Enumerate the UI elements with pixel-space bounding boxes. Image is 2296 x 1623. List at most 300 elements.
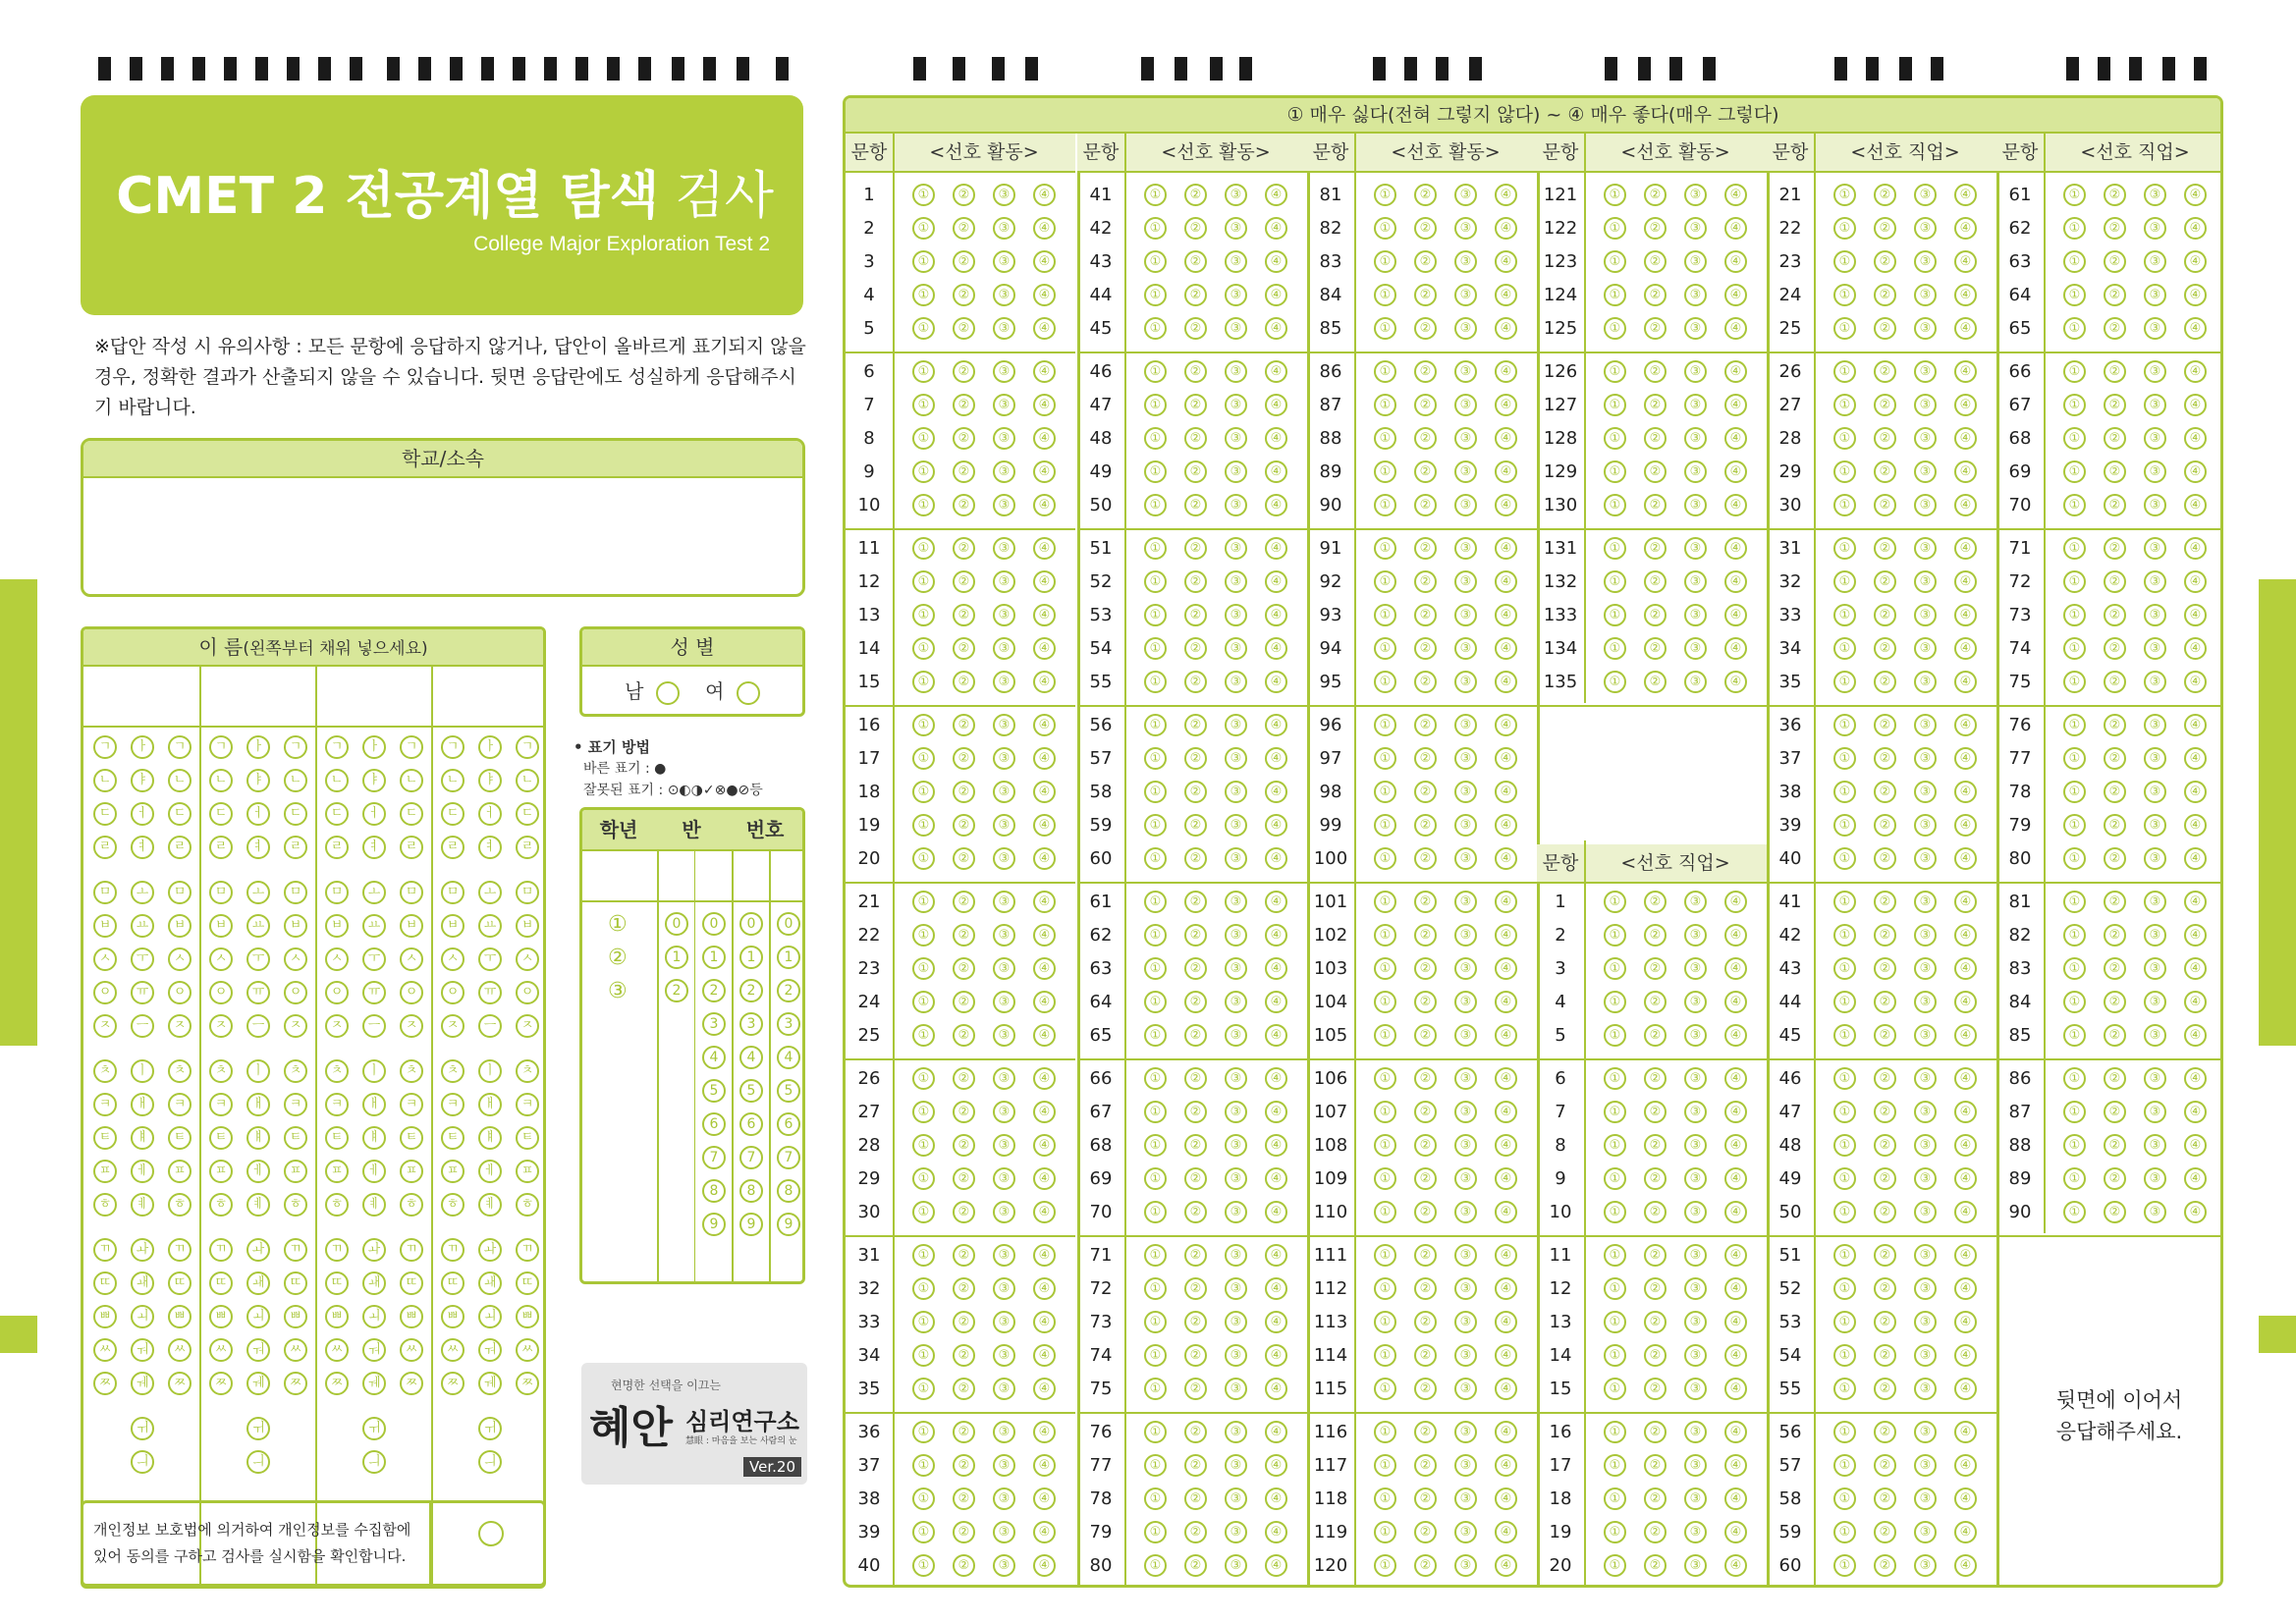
answer-bubble[interactable]: ④	[1033, 360, 1056, 383]
answer-bubble[interactable]: ②	[1414, 1277, 1437, 1300]
answer-bubble[interactable]: ㅓ	[362, 802, 386, 826]
answer-bubble[interactable]: ㄹ	[284, 836, 307, 859]
answer-bubble[interactable]: ④	[1954, 1277, 1977, 1300]
answer-bubble[interactable]: ②	[1184, 1067, 1207, 1090]
answer-bubble[interactable]: ①	[1374, 847, 1396, 870]
answer-bubble[interactable]: ④	[1495, 1067, 1517, 1090]
answer-bubble[interactable]: ㅌ	[400, 1126, 423, 1150]
answer-bubble[interactable]: ②	[1184, 1244, 1207, 1267]
answer-bubble[interactable]: ㅉ	[209, 1372, 233, 1395]
answer-bubble[interactable]: ③	[1225, 604, 1247, 626]
answer-bubble[interactable]: ㅃ	[325, 1305, 349, 1328]
answer-bubble[interactable]: ①	[1374, 924, 1396, 947]
answer-bubble[interactable]: ㄸ	[400, 1271, 423, 1295]
answer-bubble[interactable]: ②	[1414, 924, 1437, 947]
answer-bubble[interactable]: ③	[1914, 360, 1937, 383]
answer-bubble[interactable]: ②	[1644, 360, 1667, 383]
answer-bubble[interactable]: ①	[1144, 1554, 1167, 1577]
answer-bubble[interactable]: ①	[1374, 184, 1396, 206]
answer-bubble[interactable]: ②	[2104, 747, 2126, 770]
answer-bubble[interactable]: ③	[1914, 604, 1937, 626]
answer-bubble[interactable]: ㅛ	[131, 914, 154, 938]
answer-bubble[interactable]: ①	[1144, 1067, 1167, 1090]
answer-bubble[interactable]: ②	[1184, 1134, 1207, 1157]
answer-bubble[interactable]: ㅅ	[93, 947, 117, 971]
answer-bubble[interactable]: ④	[1495, 714, 1517, 736]
answer-bubble[interactable]: ①	[912, 891, 935, 913]
answer-bubble[interactable]: ③	[1225, 1024, 1247, 1047]
answer-bubble[interactable]: ④	[1954, 1134, 1977, 1157]
answer-bubble[interactable]: ④	[1033, 1554, 1056, 1577]
answer-bubble[interactable]: ②	[1184, 637, 1207, 660]
answer-bubble[interactable]: ①	[1833, 991, 1856, 1013]
answer-bubble[interactable]: ③	[1225, 714, 1247, 736]
answer-bubble[interactable]: ③	[1225, 570, 1247, 593]
answer-bubble[interactable]: ㅈ	[400, 1014, 423, 1038]
answer-bubble[interactable]: ㅢ	[246, 1450, 270, 1474]
answer-bubble[interactable]: ③	[993, 1201, 1015, 1223]
answer-bubble[interactable]: ④	[1265, 1521, 1287, 1543]
answer-bubble[interactable]: ㅕ	[246, 836, 270, 859]
answer-bubble[interactable]: ④	[1954, 637, 1977, 660]
answer-bubble[interactable]: ③	[993, 1244, 1015, 1267]
answer-bubble[interactable]: ②	[1644, 957, 1667, 980]
answer-bubble[interactable]: ①	[1374, 317, 1396, 340]
answer-bubble[interactable]: ③	[1684, 1554, 1707, 1577]
answer-bubble[interactable]: ③	[2144, 494, 2166, 516]
digit-bubble[interactable]: 2	[665, 979, 688, 1002]
answer-bubble[interactable]: ③	[1914, 460, 1937, 483]
answer-bubble[interactable]: ③	[1914, 317, 1937, 340]
answer-bubble[interactable]: ②	[1874, 1201, 1896, 1223]
answer-bubble[interactable]: ③	[1454, 1201, 1477, 1223]
answer-bubble[interactable]: ①	[1374, 1134, 1396, 1157]
answer-bubble[interactable]: ㅋ	[93, 1093, 117, 1116]
answer-bubble[interactable]: ㄹ	[325, 836, 349, 859]
answer-bubble[interactable]: ㅁ	[325, 881, 349, 904]
answer-bubble[interactable]: ②	[953, 1521, 975, 1543]
answer-bubble[interactable]: ④	[1033, 317, 1056, 340]
answer-bubble[interactable]: ④	[1954, 317, 1977, 340]
answer-bubble[interactable]: ②	[1874, 360, 1896, 383]
answer-bubble[interactable]: ③	[2144, 891, 2166, 913]
answer-bubble[interactable]: ①	[1833, 637, 1856, 660]
answer-bubble[interactable]: ④	[2184, 714, 2207, 736]
answer-bubble[interactable]: ㅋ	[284, 1093, 307, 1116]
answer-bubble[interactable]: ㅊ	[209, 1059, 233, 1083]
answer-bubble[interactable]: ③	[1225, 1311, 1247, 1333]
answer-bubble[interactable]: ③	[1454, 891, 1477, 913]
answer-bubble[interactable]: ④	[1954, 250, 1977, 273]
answer-bubble[interactable]: ②	[1874, 957, 1896, 980]
answer-bubble[interactable]: ②	[953, 1167, 975, 1190]
answer-bubble[interactable]: ㅢ	[478, 1450, 502, 1474]
answer-bubble[interactable]: ②	[953, 891, 975, 913]
digit-bubble[interactable]: 9	[702, 1213, 726, 1236]
answer-bubble[interactable]: ㅡ	[478, 1014, 502, 1038]
answer-bubble[interactable]: ㅆ	[93, 1338, 117, 1362]
answer-bubble[interactable]: ②	[1414, 991, 1437, 1013]
answer-bubble[interactable]: ③	[1225, 360, 1247, 383]
answer-bubble[interactable]: ③	[993, 1311, 1015, 1333]
answer-bubble[interactable]: ㅍ	[400, 1160, 423, 1183]
answer-bubble[interactable]: ㅋ	[400, 1093, 423, 1116]
answer-bubble[interactable]: ②	[953, 250, 975, 273]
answer-bubble[interactable]: ④	[1033, 924, 1056, 947]
answer-bubble[interactable]: ③	[1225, 250, 1247, 273]
answer-bubble[interactable]: ㅓ	[246, 802, 270, 826]
answer-bubble[interactable]: ㅅ	[168, 947, 191, 971]
answer-bubble[interactable]: ①	[912, 1101, 935, 1123]
answer-bubble[interactable]: ④	[2184, 847, 2207, 870]
answer-bubble[interactable]: ④	[1495, 250, 1517, 273]
answer-bubble[interactable]: ①	[1604, 1421, 1626, 1443]
answer-bubble[interactable]: ㅊ	[400, 1059, 423, 1083]
answer-bubble[interactable]: ②	[2104, 394, 2126, 416]
answer-bubble[interactable]: ①	[1144, 250, 1167, 273]
answer-bubble[interactable]: ③	[1225, 1244, 1247, 1267]
answer-bubble[interactable]: ④	[1265, 847, 1287, 870]
answer-bubble[interactable]: ③	[1914, 847, 1937, 870]
answer-bubble[interactable]: ②	[1644, 671, 1667, 693]
answer-bubble[interactable]: ②	[953, 924, 975, 947]
answer-bubble[interactable]: ㅃ	[284, 1305, 307, 1328]
answer-bubble[interactable]: ③	[1454, 991, 1477, 1013]
answer-bubble[interactable]: ④	[1265, 924, 1287, 947]
answer-bubble[interactable]: ㅞ	[131, 1372, 154, 1395]
answer-bubble[interactable]: ④	[1724, 217, 1747, 240]
answer-bubble[interactable]: ②	[1414, 1488, 1437, 1510]
answer-bubble[interactable]: ②	[1414, 1024, 1437, 1047]
answer-bubble[interactable]: ㄲ	[209, 1238, 233, 1262]
answer-bubble[interactable]: ②	[1644, 1101, 1667, 1123]
answer-bubble[interactable]: ④	[1265, 394, 1287, 416]
answer-bubble[interactable]: ㅎ	[209, 1193, 233, 1217]
grade-bubble[interactable]: ①	[608, 912, 628, 937]
answer-bubble[interactable]: ③	[2144, 570, 2166, 593]
answer-bubble[interactable]: ③	[2144, 537, 2166, 560]
answer-bubble[interactable]: ②	[1874, 1167, 1896, 1190]
answer-bubble[interactable]: ㅇ	[168, 981, 191, 1004]
answer-bubble[interactable]: ②	[953, 847, 975, 870]
answer-bubble[interactable]: ④	[2184, 427, 2207, 450]
answer-bubble[interactable]: ①	[2063, 814, 2086, 837]
answer-bubble[interactable]: ③	[1684, 1201, 1707, 1223]
answer-bubble[interactable]: ①	[912, 360, 935, 383]
answer-bubble[interactable]: ①	[912, 1167, 935, 1190]
answer-bubble[interactable]: ④	[1265, 217, 1287, 240]
answer-bubble[interactable]: ②	[1184, 814, 1207, 837]
answer-bubble[interactable]: ③	[993, 1521, 1015, 1543]
answer-bubble[interactable]: ③	[2144, 250, 2166, 273]
answer-bubble[interactable]: ③	[1684, 570, 1707, 593]
answer-bubble[interactable]: ④	[1265, 747, 1287, 770]
answer-bubble[interactable]: ③	[993, 1421, 1015, 1443]
answer-bubble[interactable]: ③	[1914, 284, 1937, 306]
answer-bubble[interactable]: ㅔ	[131, 1160, 154, 1183]
answer-bubble[interactable]: ㅙ	[478, 1271, 502, 1295]
answer-bubble[interactable]: ①	[1374, 1488, 1396, 1510]
digit-bubble[interactable]: 6	[702, 1112, 726, 1136]
answer-bubble[interactable]: ③	[993, 1067, 1015, 1090]
answer-bubble[interactable]: ④	[1954, 1554, 1977, 1577]
answer-bubble[interactable]: ㅍ	[325, 1160, 349, 1183]
answer-bubble[interactable]: ④	[1495, 1167, 1517, 1190]
answer-bubble[interactable]: ②	[1414, 1101, 1437, 1123]
answer-bubble[interactable]: ②	[1874, 460, 1896, 483]
answer-bubble[interactable]: ②	[1414, 1344, 1437, 1367]
answer-bubble[interactable]: ㅊ	[325, 1059, 349, 1083]
answer-bubble[interactable]: ③	[2144, 957, 2166, 980]
answer-bubble[interactable]: ④	[1954, 537, 1977, 560]
answer-bubble[interactable]: ①	[1144, 924, 1167, 947]
answer-bubble[interactable]: ②	[2104, 1067, 2126, 1090]
answer-bubble[interactable]: ③	[1684, 184, 1707, 206]
answer-bubble[interactable]: ㅑ	[246, 769, 270, 792]
answer-bubble[interactable]: ③	[1914, 250, 1937, 273]
answer-bubble[interactable]: ㅇ	[93, 981, 117, 1004]
answer-bubble[interactable]: ④	[1033, 250, 1056, 273]
answer-bubble[interactable]: ③	[1914, 781, 1937, 803]
answer-bubble[interactable]: ㅉ	[284, 1372, 307, 1395]
answer-bubble[interactable]: ②	[1184, 1378, 1207, 1400]
answer-bubble[interactable]: ㅃ	[168, 1305, 191, 1328]
answer-bubble[interactable]: ①	[912, 1521, 935, 1543]
answer-bubble[interactable]: ②	[1644, 184, 1667, 206]
answer-bubble[interactable]: ②	[1644, 604, 1667, 626]
answer-bubble[interactable]: ③	[1225, 1277, 1247, 1300]
answer-bubble[interactable]: ①	[1833, 250, 1856, 273]
answer-bubble[interactable]: ③	[1914, 924, 1937, 947]
answer-bubble[interactable]: ②	[2104, 891, 2126, 913]
answer-bubble[interactable]: ②	[1874, 814, 1896, 837]
answer-bubble[interactable]: ①	[2063, 1134, 2086, 1157]
answer-bubble[interactable]: ③	[2144, 360, 2166, 383]
answer-bubble[interactable]: ①	[2063, 250, 2086, 273]
answer-bubble[interactable]: ②	[2104, 460, 2126, 483]
answer-bubble[interactable]: ④	[1495, 957, 1517, 980]
answer-bubble[interactable]: ㅌ	[325, 1126, 349, 1150]
answer-bubble[interactable]: ④	[1724, 1244, 1747, 1267]
answer-bubble[interactable]: ①	[1833, 360, 1856, 383]
answer-bubble[interactable]: ③	[1454, 714, 1477, 736]
answer-bubble[interactable]: ④	[1495, 1554, 1517, 1577]
answer-bubble[interactable]: ④	[1724, 637, 1747, 660]
answer-bubble[interactable]: ①	[1374, 494, 1396, 516]
answer-bubble[interactable]: ④	[1265, 781, 1287, 803]
answer-bubble[interactable]: ㅎ	[441, 1193, 465, 1217]
answer-bubble[interactable]: ③	[993, 847, 1015, 870]
answer-bubble[interactable]: ①	[2063, 217, 2086, 240]
answer-bubble[interactable]: ③	[993, 1277, 1015, 1300]
answer-bubble[interactable]: ㅖ	[362, 1193, 386, 1217]
answer-bubble[interactable]: ④	[1954, 1421, 1977, 1443]
answer-bubble[interactable]: ②	[953, 427, 975, 450]
answer-bubble[interactable]: ④	[1265, 1167, 1287, 1190]
answer-bubble[interactable]: ③	[2144, 671, 2166, 693]
answer-bubble[interactable]: ②	[1184, 604, 1207, 626]
answer-bubble[interactable]: ③	[1454, 1134, 1477, 1157]
answer-bubble[interactable]: ㄴ	[516, 769, 539, 792]
answer-bubble[interactable]: ②	[1874, 284, 1896, 306]
answer-bubble[interactable]: ②	[2104, 957, 2126, 980]
answer-bubble[interactable]: ④	[1954, 1378, 1977, 1400]
answer-bubble[interactable]: ㅝ	[478, 1338, 502, 1362]
answer-bubble[interactable]: ①	[1144, 317, 1167, 340]
answer-bubble[interactable]: ㄴ	[441, 769, 465, 792]
answer-bubble[interactable]: ②	[1184, 1554, 1207, 1577]
answer-bubble[interactable]: ㄲ	[168, 1238, 191, 1262]
answer-bubble[interactable]: ㅐ	[246, 1093, 270, 1116]
answer-bubble[interactable]: ③	[1684, 394, 1707, 416]
answer-bubble[interactable]: ①	[1833, 317, 1856, 340]
answer-bubble[interactable]: ③	[2144, 1201, 2166, 1223]
digit-bubble[interactable]: 3	[702, 1012, 726, 1036]
answer-bubble[interactable]: ①	[1374, 604, 1396, 626]
digit-bubble[interactable]: 7	[739, 1146, 763, 1169]
answer-bubble[interactable]: ④	[1495, 317, 1517, 340]
digit-bubble[interactable]: 3	[739, 1012, 763, 1036]
answer-bubble[interactable]: ③	[1454, 1101, 1477, 1123]
answer-bubble[interactable]: ④	[1033, 671, 1056, 693]
answer-bubble[interactable]: ㅐ	[478, 1093, 502, 1116]
grade-bubble[interactable]: ②	[608, 946, 628, 970]
answer-bubble[interactable]: ③	[1454, 1067, 1477, 1090]
answer-bubble[interactable]: ①	[1374, 714, 1396, 736]
answer-bubble[interactable]: ②	[1414, 1134, 1437, 1157]
answer-bubble[interactable]: ①	[1604, 317, 1626, 340]
answer-bubble[interactable]: ①	[1833, 1101, 1856, 1123]
answer-bubble[interactable]: ②	[1414, 891, 1437, 913]
answer-bubble[interactable]: ①	[1144, 217, 1167, 240]
answer-bubble[interactable]: ③	[993, 360, 1015, 383]
answer-bubble[interactable]: ①	[1604, 1067, 1626, 1090]
answer-bubble[interactable]: ㄲ	[400, 1238, 423, 1262]
answer-bubble[interactable]: ①	[1604, 217, 1626, 240]
answer-bubble[interactable]: ③	[1684, 1067, 1707, 1090]
answer-bubble[interactable]: ①	[1374, 217, 1396, 240]
answer-bubble[interactable]: ②	[953, 1421, 975, 1443]
answer-bubble[interactable]: ④	[1033, 1134, 1056, 1157]
answer-bubble[interactable]: ④	[2184, 184, 2207, 206]
answer-bubble[interactable]: ③	[2144, 747, 2166, 770]
answer-bubble[interactable]: ③	[1914, 1421, 1937, 1443]
answer-bubble[interactable]: ㅊ	[284, 1059, 307, 1083]
answer-bubble[interactable]: ④	[1954, 1167, 1977, 1190]
answer-bubble[interactable]: ③	[993, 1454, 1015, 1477]
answer-bubble[interactable]: ③	[993, 714, 1015, 736]
answer-bubble[interactable]: ②	[1874, 671, 1896, 693]
answer-bubble[interactable]: ②	[953, 570, 975, 593]
answer-bubble[interactable]: ③	[1454, 317, 1477, 340]
answer-bubble[interactable]: ㄷ	[516, 802, 539, 826]
answer-bubble[interactable]: ①	[2063, 781, 2086, 803]
digit-bubble[interactable]: 2	[702, 979, 726, 1002]
answer-bubble[interactable]: ①	[1604, 284, 1626, 306]
answer-bubble[interactable]: ③	[1454, 184, 1477, 206]
digit-bubble[interactable]: 9	[739, 1213, 763, 1236]
answer-bubble[interactable]: ②	[1874, 250, 1896, 273]
answer-bubble[interactable]: ③	[1454, 1454, 1477, 1477]
answer-bubble[interactable]: ㅎ	[93, 1193, 117, 1217]
answer-bubble[interactable]: ②	[953, 360, 975, 383]
answer-bubble[interactable]: ㅑ	[131, 769, 154, 792]
answer-bubble[interactable]: ③	[1454, 781, 1477, 803]
answer-bubble[interactable]: ③	[1454, 494, 1477, 516]
answer-bubble[interactable]: ④	[2184, 747, 2207, 770]
answer-bubble[interactable]: ③	[1684, 460, 1707, 483]
answer-bubble[interactable]: ㅎ	[516, 1193, 539, 1217]
answer-bubble[interactable]: ④	[1954, 604, 1977, 626]
answer-bubble[interactable]: ㄱ	[168, 735, 191, 759]
answer-bubble[interactable]: ②	[953, 1454, 975, 1477]
answer-bubble[interactable]: ④	[1954, 1454, 1977, 1477]
answer-bubble[interactable]: ③	[1914, 1201, 1937, 1223]
answer-bubble[interactable]: ④	[1033, 604, 1056, 626]
answer-bubble[interactable]: ④	[1724, 394, 1747, 416]
answer-bubble[interactable]: ④	[1495, 924, 1517, 947]
answer-bubble[interactable]: ④	[1954, 714, 1977, 736]
answer-bubble[interactable]: ④	[1724, 494, 1747, 516]
answer-bubble[interactable]: ㄱ	[400, 735, 423, 759]
answer-bubble[interactable]: ㅞ	[362, 1372, 386, 1395]
answer-bubble[interactable]: ②	[2104, 671, 2126, 693]
answer-bubble[interactable]: ③	[2144, 847, 2166, 870]
answer-bubble[interactable]: ①	[2063, 924, 2086, 947]
answer-bubble[interactable]: ③	[1914, 1378, 1937, 1400]
answer-bubble[interactable]: ①	[1604, 570, 1626, 593]
school-input[interactable]	[83, 478, 802, 596]
answer-bubble[interactable]: ㅏ	[362, 735, 386, 759]
answer-bubble[interactable]: ㅂ	[93, 914, 117, 938]
answer-bubble[interactable]: ②	[1184, 847, 1207, 870]
answer-bubble[interactable]: ㅣ	[478, 1059, 502, 1083]
answer-bubble[interactable]: ㅛ	[246, 914, 270, 938]
answer-bubble[interactable]: ㅌ	[209, 1126, 233, 1150]
answer-bubble[interactable]: ②	[1184, 1454, 1207, 1477]
answer-bubble[interactable]: ③	[1225, 781, 1247, 803]
answer-bubble[interactable]: ④	[2184, 991, 2207, 1013]
answer-bubble[interactable]: ①	[1144, 1101, 1167, 1123]
answer-bubble[interactable]: ③	[1914, 1277, 1937, 1300]
answer-bubble[interactable]: ④	[1954, 747, 1977, 770]
gender-female-bubble[interactable]	[737, 681, 760, 705]
answer-bubble[interactable]: ③	[2144, 1101, 2166, 1123]
answer-bubble[interactable]: ③	[993, 924, 1015, 947]
answer-bubble[interactable]: ③	[1454, 1421, 1477, 1443]
answer-bubble[interactable]: ④	[1033, 1311, 1056, 1333]
answer-bubble[interactable]: ㅙ	[131, 1271, 154, 1295]
answer-bubble[interactable]: ②	[1644, 394, 1667, 416]
answer-bubble[interactable]: ①	[912, 1201, 935, 1223]
answer-bubble[interactable]: ③	[993, 1554, 1015, 1577]
answer-bubble[interactable]: ②	[1644, 1067, 1667, 1090]
answer-bubble[interactable]: ④	[1954, 814, 1977, 837]
answer-bubble[interactable]: ①	[912, 1454, 935, 1477]
answer-bubble[interactable]: ④	[1954, 847, 1977, 870]
answer-bubble[interactable]: ③	[993, 250, 1015, 273]
answer-bubble[interactable]: ②	[953, 671, 975, 693]
answer-bubble[interactable]: ②	[953, 781, 975, 803]
answer-bubble[interactable]: ③	[1914, 1101, 1937, 1123]
answer-bubble[interactable]: ④	[1954, 1101, 1977, 1123]
answer-bubble[interactable]: ③	[993, 1134, 1015, 1157]
answer-bubble[interactable]: ②	[1184, 217, 1207, 240]
answer-bubble[interactable]: ①	[1604, 494, 1626, 516]
answer-bubble[interactable]: ③	[2144, 394, 2166, 416]
digit-bubble[interactable]: 8	[777, 1179, 800, 1203]
answer-bubble[interactable]: ③	[1684, 537, 1707, 560]
